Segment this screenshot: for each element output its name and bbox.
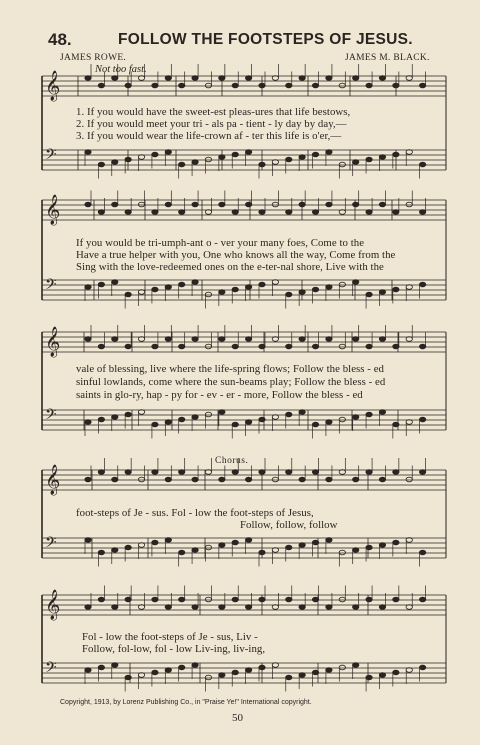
note-head (379, 155, 385, 160)
lyric-line: Follow, fol-low, fol - low Liv-ing, liv-ing, (82, 643, 266, 655)
hymn-number: 48. (48, 30, 72, 49)
note-head (312, 670, 318, 675)
note-head (326, 150, 332, 155)
note-head (339, 83, 345, 88)
note-head (286, 210, 292, 215)
note-head (85, 668, 91, 673)
note-head (192, 76, 198, 81)
note-head (419, 344, 425, 349)
note-head (366, 597, 372, 602)
note-head (299, 290, 305, 295)
note-head (152, 344, 158, 349)
note-head (312, 152, 318, 157)
note-head (192, 337, 198, 342)
note-head (98, 417, 104, 422)
note-head (219, 76, 225, 81)
note-head (393, 422, 399, 427)
lyricist: JAMES ROWE. (60, 53, 127, 63)
note-head (419, 210, 425, 215)
note-head (286, 545, 292, 550)
note-head (112, 76, 118, 81)
lyric-line: Sing with the love-redeemed ones on the e-ter-nal shore, Live with the (76, 261, 384, 273)
lyric-line: Follow, follow, follow (240, 519, 338, 531)
note-head (232, 597, 238, 602)
note-head (205, 597, 211, 602)
note-head (286, 292, 292, 297)
note-head (85, 605, 91, 610)
note-head (112, 415, 118, 420)
lyric-line: 1. If you would have the sweet-est pleas-ures that life bestows, (76, 106, 351, 118)
note-head (366, 470, 372, 475)
note-head (219, 605, 225, 610)
note-head (312, 287, 318, 292)
bass-clef: 𝄢 (45, 659, 57, 680)
note-head (165, 76, 171, 81)
note-head (366, 157, 372, 162)
note-head (232, 540, 238, 545)
note-head (326, 668, 332, 673)
note-head (165, 285, 171, 290)
note-head (366, 344, 372, 349)
note-head (205, 344, 211, 349)
note-head (312, 83, 318, 88)
note-head (152, 422, 158, 427)
lyric-line: foot-steps of Je - sus. Fol - low the foot-steps of Jesus, (76, 507, 314, 519)
chorus-label: Chorus. (215, 456, 249, 466)
note-head (259, 210, 265, 215)
treble-clef: 𝄞 (45, 195, 61, 225)
note-head (219, 290, 225, 295)
note-head (339, 282, 345, 287)
note-head (205, 545, 211, 550)
note-head (178, 344, 184, 349)
note-head (165, 477, 171, 482)
note-head (125, 157, 131, 162)
note-head (125, 292, 131, 297)
note-head (393, 83, 399, 88)
note-head (299, 337, 305, 342)
note-head (112, 337, 118, 342)
note-head (272, 202, 278, 207)
note-head (393, 597, 399, 602)
lyric-line: 2. If you would meet your tri - als pa - tient - ly day by day,— (76, 118, 347, 130)
note-head (326, 285, 332, 290)
note-head (192, 605, 198, 610)
note-head (379, 76, 385, 81)
note-head (112, 202, 118, 207)
note-head (339, 665, 345, 670)
note-head (205, 83, 211, 88)
note-head (245, 605, 251, 610)
note-head (419, 597, 425, 602)
note-head (259, 83, 265, 88)
note-head (165, 668, 171, 673)
note-head (245, 285, 251, 290)
note-head (245, 538, 251, 543)
note-head (366, 545, 372, 550)
note-head (352, 280, 358, 285)
note-head (232, 210, 238, 215)
note-head (326, 76, 332, 81)
note-head (393, 470, 399, 475)
note-head (286, 83, 292, 88)
note-head (393, 540, 399, 545)
note-head (112, 548, 118, 553)
note-head (112, 663, 118, 668)
note-head (245, 202, 251, 207)
note-head (219, 155, 225, 160)
note-head (178, 83, 184, 88)
note-head (232, 83, 238, 88)
note-head (419, 282, 425, 287)
note-head (245, 337, 251, 342)
note-head (165, 605, 171, 610)
note-head (125, 412, 131, 417)
note-head (165, 420, 171, 425)
note-head (326, 605, 332, 610)
lyric-line: Fol - low the foot-steps of Je - sus, Liv - (82, 631, 258, 643)
note-head (326, 538, 332, 543)
note-head (112, 280, 118, 285)
note-head (125, 344, 131, 349)
note-head (259, 344, 265, 349)
note-head (366, 210, 372, 215)
note-head (379, 337, 385, 342)
note-head (98, 470, 104, 475)
note-head (326, 420, 332, 425)
note-head (352, 477, 358, 482)
composer: JAMES M. BLACK. (345, 53, 430, 63)
note-head (286, 470, 292, 475)
note-head (312, 210, 318, 215)
note-head (178, 210, 184, 215)
note-head (259, 282, 265, 287)
note-head (245, 420, 251, 425)
note-head (152, 540, 158, 545)
note-head (406, 202, 412, 207)
note-head (379, 410, 385, 415)
note-head (232, 670, 238, 675)
bass-clef: 𝄢 (45, 534, 57, 555)
note-head (232, 422, 238, 427)
note-head (299, 202, 305, 207)
note-head (138, 202, 144, 207)
note-head (125, 210, 131, 215)
note-head (85, 538, 91, 543)
note-head (339, 344, 345, 349)
bass-clef: 𝄢 (45, 276, 57, 297)
note-head (406, 477, 412, 482)
note-head (98, 344, 104, 349)
tempo-marking: Not too fast. (95, 64, 147, 75)
note-head (125, 675, 131, 680)
note-head (379, 477, 385, 482)
note-head (259, 417, 265, 422)
note-head (419, 417, 425, 422)
treble-clef: 𝄞 (45, 590, 61, 620)
note-head (326, 477, 332, 482)
note-head (272, 477, 278, 482)
note-head (259, 597, 265, 602)
note-head (205, 157, 211, 162)
note-head (178, 665, 184, 670)
note-head (205, 412, 211, 417)
note-head (219, 410, 225, 415)
note-head (165, 150, 171, 155)
note-head (286, 675, 292, 680)
note-head (352, 605, 358, 610)
note-head (299, 543, 305, 548)
note-head (366, 412, 372, 417)
note-head (178, 162, 184, 167)
note-head (245, 668, 251, 673)
note-head (379, 605, 385, 610)
note-head (299, 155, 305, 160)
note-head (152, 210, 158, 215)
treble-clef: 𝄞 (45, 327, 61, 357)
note-head (339, 417, 345, 422)
note-head (352, 160, 358, 165)
note-head (393, 210, 399, 215)
note-head (192, 663, 198, 668)
note-head (286, 597, 292, 602)
note-head (152, 470, 158, 475)
note-head (178, 282, 184, 287)
note-head (245, 150, 251, 155)
note-head (259, 162, 265, 167)
note-head (98, 83, 104, 88)
note-head (393, 670, 399, 675)
note-head (419, 470, 425, 475)
note-head (152, 597, 158, 602)
treble-clef: 𝄞 (45, 465, 61, 495)
note-head (112, 160, 118, 165)
note-head (259, 470, 265, 475)
note-head (165, 337, 171, 342)
note-head (85, 150, 91, 155)
note-head (286, 157, 292, 162)
note-head (205, 292, 211, 297)
note-head (299, 477, 305, 482)
hymn-title: FOLLOW THE FOOTSTEPS OF JESUS. (118, 31, 413, 48)
note-head (152, 83, 158, 88)
note-head (178, 597, 184, 602)
note-head (393, 287, 399, 292)
note-head (192, 202, 198, 207)
note-head (352, 76, 358, 81)
note-head (286, 344, 292, 349)
note-head (312, 344, 318, 349)
note-head (326, 202, 332, 207)
note-head (165, 202, 171, 207)
lyric-line: sinful lowlands, come where the sun-beams play; Follow the bless - ed (76, 376, 386, 388)
note-head (138, 477, 144, 482)
note-head (165, 538, 171, 543)
note-head (85, 477, 91, 482)
note-head (85, 202, 91, 207)
note-head (219, 477, 225, 482)
note-head (245, 76, 251, 81)
note-head (232, 152, 238, 157)
note-head (352, 337, 358, 342)
note-head (393, 152, 399, 157)
copyright-notice: Copyright, 1913, by Lorenz Publishing Co., in "Praise Ye!" International copyright. (60, 699, 312, 706)
note-head (299, 76, 305, 81)
note-head (98, 210, 104, 215)
note-head (98, 162, 104, 167)
note-head (85, 285, 91, 290)
note-head (98, 597, 104, 602)
note-head (393, 344, 399, 349)
note-head (366, 83, 372, 88)
note-head (339, 597, 345, 602)
lyric-line: 3. If you would wear the life-crown af - ter this life is o'er,— (76, 130, 342, 142)
note-head (352, 415, 358, 420)
note-head (125, 470, 131, 475)
note-head (379, 543, 385, 548)
note-head (192, 477, 198, 482)
note-head (419, 550, 425, 555)
note-head (232, 344, 238, 349)
note-head (352, 548, 358, 553)
note-head (205, 675, 211, 680)
note-head (178, 550, 184, 555)
note-head (219, 543, 225, 548)
note-head (312, 597, 318, 602)
note-head (98, 665, 104, 670)
note-head (419, 162, 425, 167)
bass-clef: 𝄢 (45, 146, 57, 167)
note-head (419, 665, 425, 670)
note-head (232, 470, 238, 475)
note-head (245, 477, 251, 482)
note-head (178, 417, 184, 422)
note-head (259, 665, 265, 670)
note-head (352, 202, 358, 207)
note-head (152, 152, 158, 157)
note-head (219, 202, 225, 207)
note-head (192, 548, 198, 553)
note-head (85, 337, 91, 342)
note-head (192, 415, 198, 420)
note-head (299, 673, 305, 678)
note-head (98, 550, 104, 555)
note-head (112, 605, 118, 610)
note-head (312, 422, 318, 427)
note-head (312, 540, 318, 545)
note-head (219, 337, 225, 342)
note-head (125, 597, 131, 602)
note-head (352, 663, 358, 668)
note-head (219, 673, 225, 678)
lyric-line: If you would be tri-umph-ant o - ver your many foes, Come to the (76, 237, 365, 249)
note-head (98, 282, 104, 287)
note-head (312, 470, 318, 475)
note-head (339, 550, 345, 555)
note-head (339, 162, 345, 167)
note-head (286, 412, 292, 417)
lyric-line: saints in glo-ry, hap - py for - ev - er - more, Follow the bless - ed (76, 389, 363, 401)
note-head (366, 675, 372, 680)
note-head (366, 292, 372, 297)
page-number: 50 (232, 712, 243, 724)
note-head (152, 670, 158, 675)
lyric-line: Have a true helper with you, One who knows all the way, Come from the (76, 249, 396, 261)
note-head (232, 287, 238, 292)
note-head (125, 545, 131, 550)
lyric-line: vale of blessing, live where the life-spring flows; Follow the bless - ed (76, 363, 384, 375)
note-head (299, 605, 305, 610)
treble-clef: 𝄞 (45, 71, 61, 101)
note-head (125, 83, 131, 88)
note-head (85, 76, 91, 81)
note-head (192, 160, 198, 165)
note-head (379, 290, 385, 295)
note-head (178, 470, 184, 475)
bass-clef: 𝄢 (45, 406, 57, 427)
note-head (419, 83, 425, 88)
note-head (152, 287, 158, 292)
note-head (85, 420, 91, 425)
note-head (379, 202, 385, 207)
note-head (112, 477, 118, 482)
note-head (379, 673, 385, 678)
note-head (192, 280, 198, 285)
note-head (326, 337, 332, 342)
note-head (299, 410, 305, 415)
note-head (259, 550, 265, 555)
